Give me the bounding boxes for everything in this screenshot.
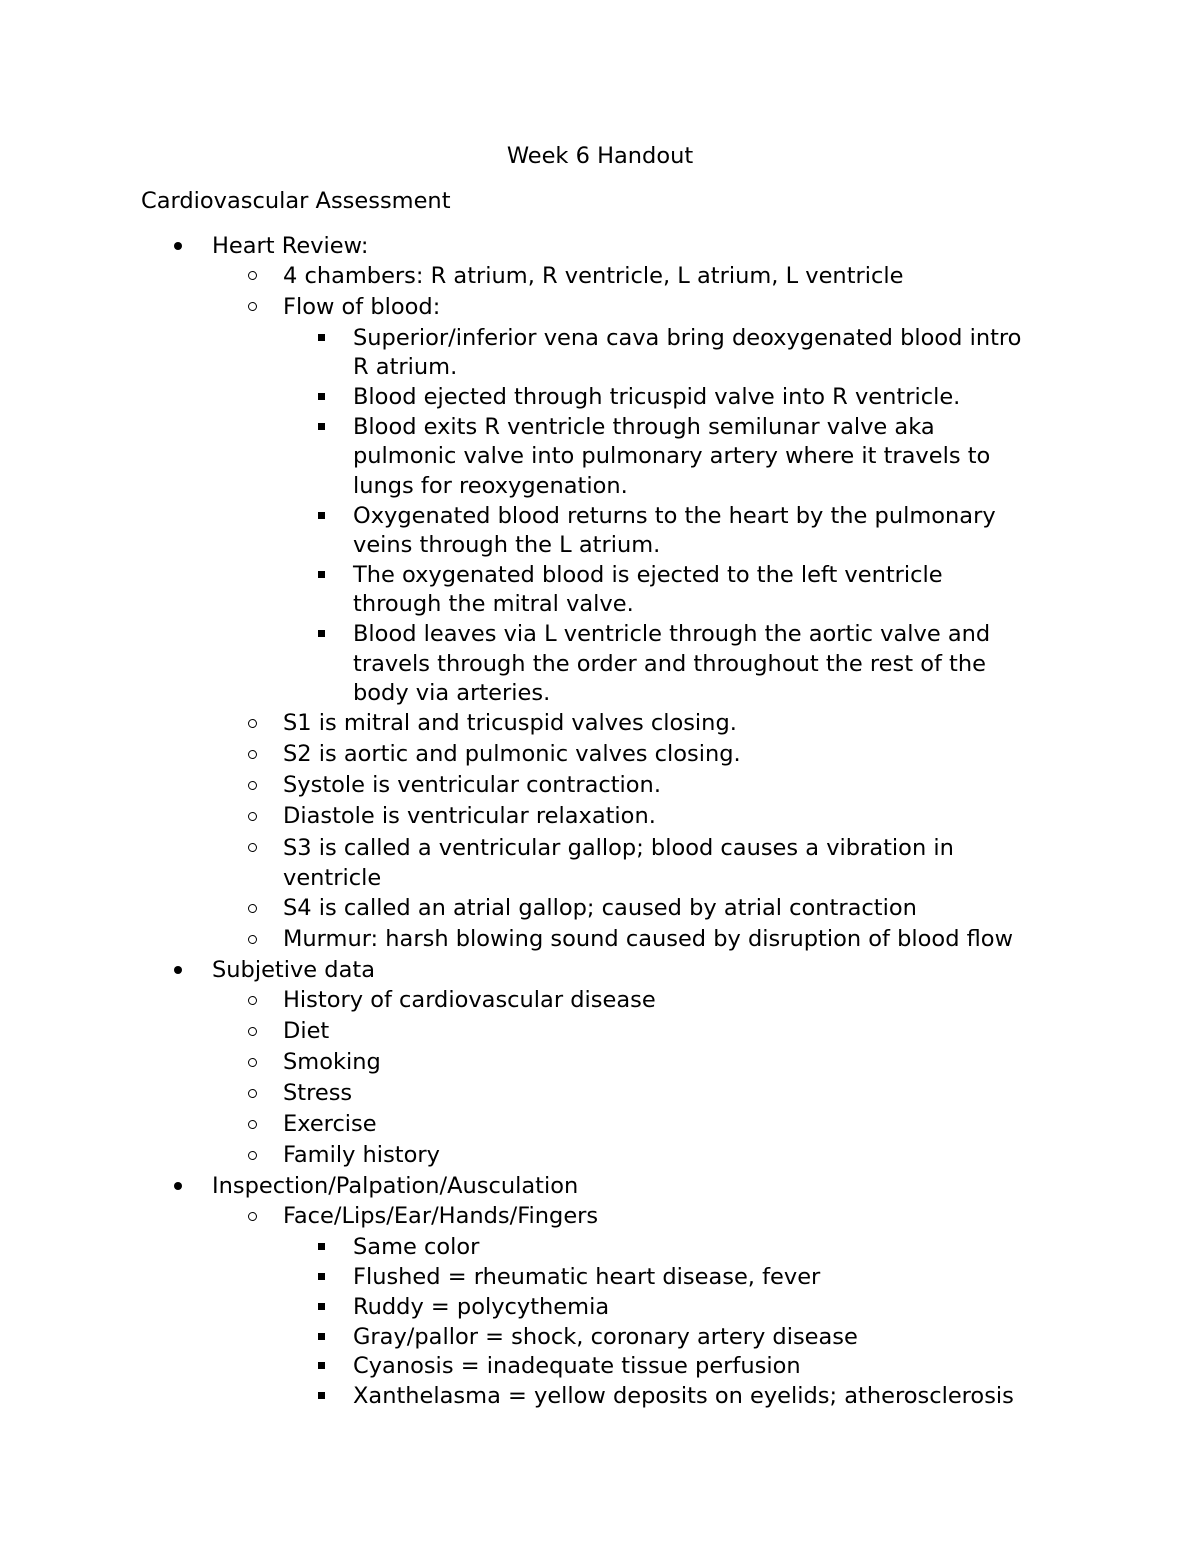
- flow-step-2-line-1: Blood ejected through tricuspid valve into R ventricle.: [353, 384, 961, 410]
- bullet-circle-icon: [248, 302, 257, 311]
- subjective-item: History of cardiovascular disease: [283, 987, 656, 1013]
- bullet-dot-icon: [174, 242, 182, 250]
- bullet-square-icon: [318, 1243, 325, 1250]
- flow-step-3-line-1: Blood exits R ventricle through semilunar valve aka: [353, 414, 935, 440]
- bullet-circle-icon: [248, 904, 257, 913]
- fact-s4: S4 is called an atrial gallop; caused by atrial contraction: [283, 895, 917, 921]
- inspection-item: Cyanosis = inadequate tissue perfusion: [353, 1353, 801, 1379]
- flow-step-5-line-2: through the mitral valve.: [353, 591, 634, 617]
- bullet-square-icon: [318, 1362, 325, 1369]
- flow-step-1-line-1: Superior/inferior vena cava bring deoxygenated blood intro: [353, 325, 1022, 351]
- flow-step-5-line-1: The oxygenated blood is ejected to the left ventricle: [353, 562, 943, 588]
- bullet-square-icon: [318, 393, 325, 400]
- list-item-flow-of-blood: Flow of blood:: [283, 294, 441, 320]
- bullet-circle-icon: [248, 1027, 257, 1036]
- bullet-circle-icon: [248, 1212, 257, 1221]
- fact-s3-line-1: S3 is called a ventricular gallop; blood causes a vibration in: [283, 835, 954, 861]
- bullet-square-icon: [318, 630, 325, 637]
- subjective-item: Diet: [283, 1018, 330, 1044]
- bullet-circle-icon: [248, 1120, 257, 1129]
- list-item-inspection: Inspection/Palpation/Ausculation: [212, 1173, 579, 1199]
- bullet-circle-icon: [248, 1058, 257, 1067]
- bullet-square-icon: [318, 1392, 325, 1399]
- inspection-item: Gray/pallor = shock, coronary artery disease: [353, 1324, 858, 1350]
- list-item-heart-review: Heart Review:: [212, 233, 369, 259]
- inspection-item: Same color: [353, 1234, 480, 1260]
- fact-s1: S1 is mitral and tricuspid valves closing.: [283, 710, 737, 736]
- bullet-circle-icon: [248, 750, 257, 759]
- list-item-subjective-data: Subjetive data: [212, 957, 375, 983]
- bullet-square-icon: [318, 1273, 325, 1280]
- list-item-chambers: 4 chambers: R atrium, R ventricle, L atrium, L ventricle: [283, 263, 904, 289]
- fact-systole: Systole is ventricular contraction.: [283, 772, 661, 798]
- flow-step-4-line-1: Oxygenated blood returns to the heart by the pulmonary: [353, 503, 996, 529]
- bullet-dot-icon: [174, 966, 182, 974]
- inspection-item: Flushed = rheumatic heart disease, fever: [353, 1264, 821, 1290]
- bullet-circle-icon: [248, 996, 257, 1005]
- flow-step-4-line-2: veins through the L atrium.: [353, 532, 661, 558]
- section-heading: Cardiovascular Assessment: [141, 188, 451, 214]
- fact-s2: S2 is aortic and pulmonic valves closing.: [283, 741, 741, 767]
- bullet-circle-icon: [248, 1089, 257, 1098]
- flow-step-1-line-2: R atrium.: [353, 354, 458, 380]
- fact-s3-line-2: ventricle: [283, 865, 382, 891]
- page-title: Week 6 Handout: [506, 143, 694, 169]
- bullet-circle-icon: [248, 719, 257, 728]
- flow-step-3-line-2: pulmonic valve into pulmonary artery where it travels to: [353, 443, 991, 469]
- flow-step-3-line-3: lungs for reoxygenation.: [353, 473, 628, 499]
- flow-step-6-line-3: body via arteries.: [353, 680, 551, 706]
- subjective-item: Stress: [283, 1080, 353, 1106]
- bullet-circle-icon: [248, 843, 257, 852]
- flow-step-6-line-2: travels through the order and throughout the rest of the: [353, 651, 986, 677]
- bullet-circle-icon: [248, 271, 257, 280]
- bullet-circle-icon: [248, 812, 257, 821]
- subjective-item: Exercise: [283, 1111, 377, 1137]
- flow-step-6-line-1: Blood leaves via L ventricle through the aortic valve and: [353, 621, 991, 647]
- bullet-circle-icon: [248, 1151, 257, 1160]
- inspection-item: Xanthelasma = yellow deposits on eyelids; atherosclerosis: [353, 1383, 1014, 1409]
- inspection-item: Ruddy = polycythemia: [353, 1294, 610, 1320]
- subjective-item: Smoking: [283, 1049, 381, 1075]
- bullet-circle-icon: [248, 781, 257, 790]
- subjective-item: Family history: [283, 1142, 440, 1168]
- inspection-sub-label: Face/Lips/Ear/Hands/Fingers: [283, 1203, 599, 1229]
- bullet-square-icon: [318, 1303, 325, 1310]
- fact-diastole: Diastole is ventricular relaxation.: [283, 803, 656, 829]
- bullet-circle-icon: [248, 935, 257, 944]
- bullet-square-icon: [318, 512, 325, 519]
- fact-murmur: Murmur: harsh blowing sound caused by disruption of blood flow: [283, 926, 1013, 952]
- bullet-square-icon: [318, 334, 325, 341]
- bullet-dot-icon: [174, 1182, 182, 1190]
- bullet-square-icon: [318, 571, 325, 578]
- bullet-square-icon: [318, 1333, 325, 1340]
- bullet-square-icon: [318, 423, 325, 430]
